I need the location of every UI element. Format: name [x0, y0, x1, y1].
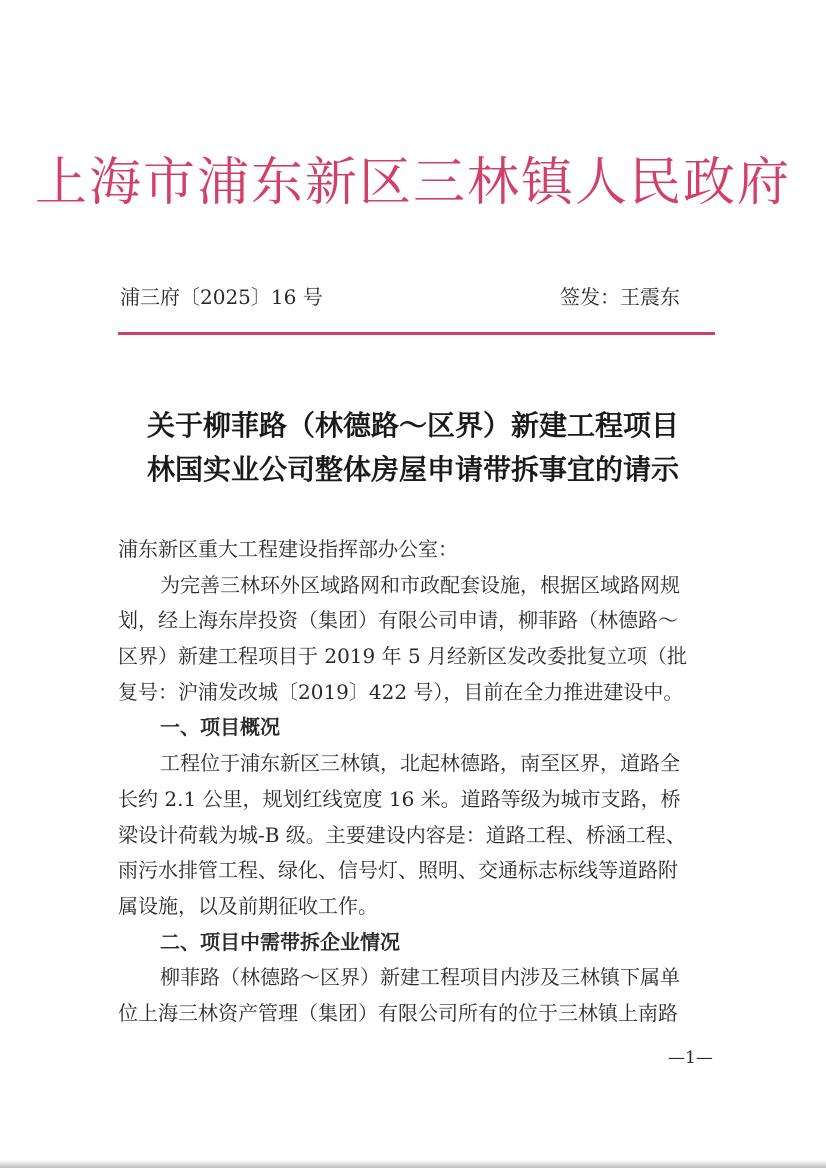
- paragraph-line: 梁设计荷载为城-B 级。主要建设内容是：道路工程、桥涵工程、: [118, 822, 686, 847]
- title-line-1: 关于柳菲路（林德路～区界）新建工程项目: [146, 409, 679, 442]
- paragraph-line: 位上海三林资产管理（集团）有限公司所有的位于三林镇上南路: [118, 1000, 678, 1025]
- document-title: [0, 404, 826, 492]
- paragraph-line: 长约 2.1 公里，规划红线宽度 16 米。道路等级为城市支路，桥: [118, 786, 681, 811]
- paragraph-line: 工程位于浦东新区三林镇，北起林德路，南至区界，道路全: [160, 751, 680, 776]
- paragraph-line: 柳菲路（林德路～区界）新建工程项目内涉及三林镇下属单: [160, 965, 680, 990]
- paragraph-line: 区界）新建工程项目于 2019 年 5 月经新区发改委批复立项（批: [118, 644, 688, 669]
- issuer-header: 上海市浦东新区三林镇人民政府: [34, 153, 791, 213]
- scan-edge-shadow: [0, 1160, 826, 1168]
- paragraph-line: 属设施，以及前期征收工作。: [118, 893, 378, 918]
- signer: 签发：王震东: [560, 285, 680, 309]
- paragraph-line: 雨污水排管工程、绿化、信号灯、照明、交通标志标线等道路附: [118, 858, 678, 883]
- red-divider-line: [118, 332, 715, 335]
- addressee: 浦东新区重大工程建设指挥部办公室：: [118, 537, 458, 561]
- section-heading: 一、项目概况: [160, 715, 280, 740]
- document-number: 浦三府〔2025〕16 号: [120, 285, 323, 309]
- section-heading: 二、项目中需带拆企业情况: [160, 929, 400, 954]
- paragraph-line: 复号：沪浦发改城〔2019〕422 号），目前在全力推进建设中。: [118, 679, 684, 704]
- paragraph-line: 划，经上海东岸投资（集团）有限公司申请，柳菲路（林德路～: [118, 608, 678, 633]
- page-number: —1—: [668, 1048, 713, 1068]
- paragraph-line: 为完善三林环外区域路网和市政配套设施，根据区域路网规: [160, 572, 680, 597]
- document-body: [118, 532, 718, 1032]
- title-line-2: 林国实业公司整体房屋申请带拆事宜的请示: [146, 453, 679, 486]
